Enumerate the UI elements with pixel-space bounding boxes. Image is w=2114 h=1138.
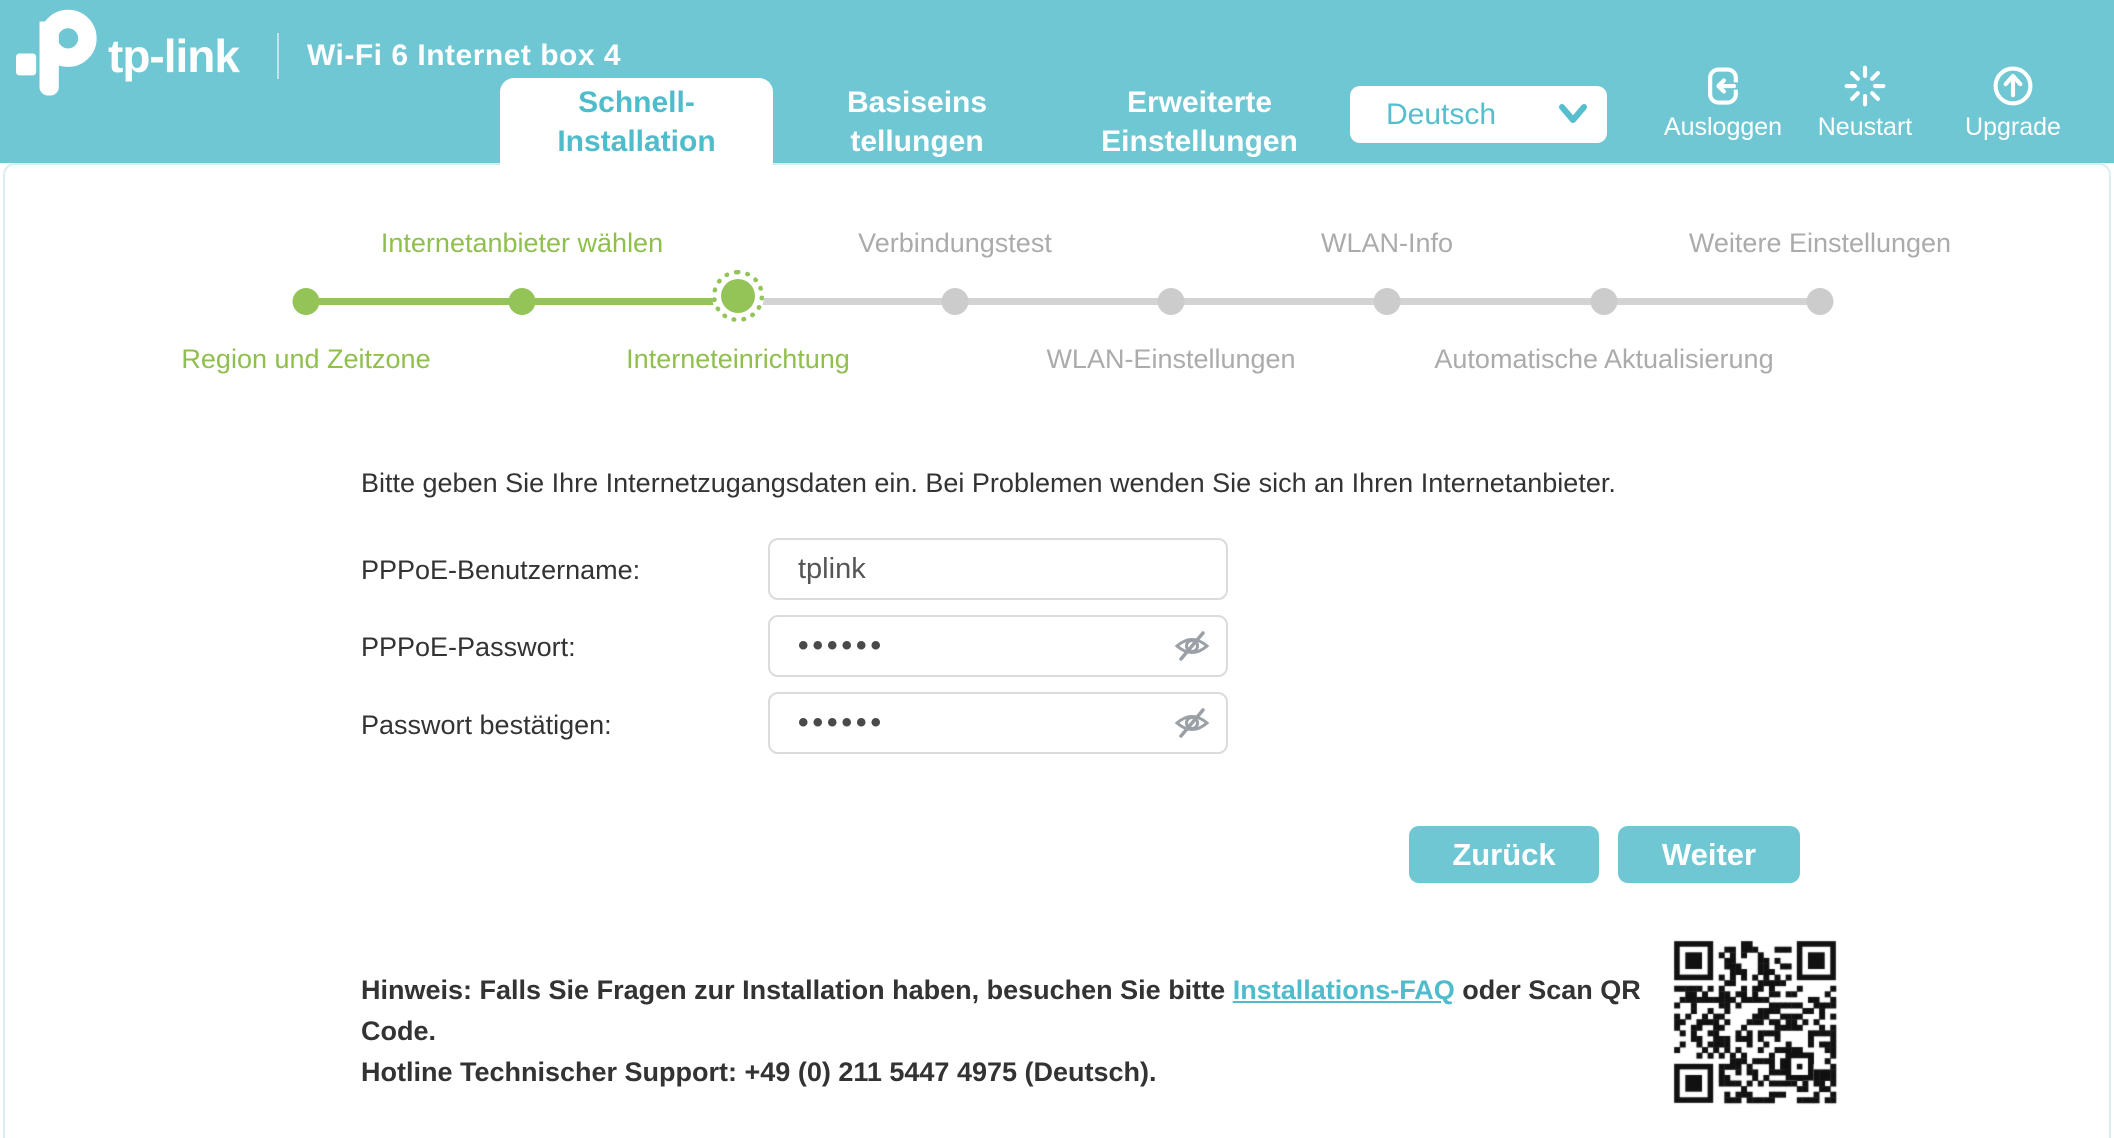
footer-hint — [361, 970, 1671, 1093]
setup-progress-stepper — [0, 0, 2114, 420]
step-label-wlan-info: WLAN-Info — [1320, 228, 1454, 258]
step-label-verbindungstest: Verbindungstest — [858, 228, 1052, 258]
step-dot-auto-aktualisierung — [1591, 288, 1618, 315]
confirm-password-label: Passwort bestätigen: — [361, 710, 612, 740]
toggle-confirm-password-visibility-icon[interactable] — [1174, 705, 1210, 741]
pppoe-username-input[interactable] — [768, 538, 1228, 600]
step-label-wlan-einstellungen: WLAN-Einstellungen — [1046, 344, 1296, 374]
hint-prefix: Hinweis: Falls Sie Fragen zur Installation haben, besuchen Sie bitte — [361, 975, 1233, 1005]
tab-basic-settings-label-line2: tellungen — [850, 125, 984, 158]
step-dot-wlan-einstellungen — [1158, 288, 1185, 315]
step-label-interneteinrichtung: Interneteinrichtung — [626, 344, 850, 374]
tab-basic-settings-label-line1: Basiseins — [846, 86, 988, 119]
form-instruction: Bitte geben Sie Ihre Internetzugangsdaten ein. Bei Problemen wenden Sie sich an Ihren Internetanbieter. — [361, 468, 1616, 498]
tab-advanced-settings-label-line1: Erweiterte — [1126, 86, 1273, 119]
logout-label: Ausloggen — [1663, 113, 1783, 141]
step-label-internetanbieter: Internetanbieter wählen — [380, 228, 664, 258]
installations-faq-link[interactable]: Installations-FAQ — [1232, 975, 1455, 1005]
restart-label: Neustart — [1817, 113, 1913, 141]
pppoe-password-label: PPPoE-Passwort: — [361, 632, 576, 662]
tab-quick-setup[interactable] — [500, 78, 773, 166]
device-title: Wi-Fi 6 Internet box 4 — [306, 39, 622, 72]
back-button[interactable]: Zurück — [1409, 826, 1599, 883]
step-dot-internetanbieter — [509, 288, 536, 315]
pppoe-password-input[interactable] — [768, 615, 1228, 677]
confirm-password-input[interactable] — [768, 692, 1228, 754]
support-qr-code — [1663, 930, 1847, 1114]
step-label-auto-aktualisierung: Automatische Aktualisierung — [1434, 344, 1774, 374]
step-dot-region-zeitzone — [293, 288, 320, 315]
tab-quick-setup-label-line2: Installation — [557, 125, 716, 158]
step-label-weitere-einstellungen: Weitere Einstellungen — [1688, 228, 1952, 258]
language-dropdown-value: Deutsch — [1386, 97, 1497, 131]
upgrade-label: Upgrade — [1965, 113, 2061, 141]
hotline-text: Hotline Technischer Support: +49 (0) 211 5447 4975 (Deutsch). — [361, 1057, 1157, 1087]
brand-name: tp-link — [108, 30, 239, 82]
step-label-region-zeitzone: Region und Zeitzone — [181, 344, 431, 374]
hint-suffix: oder Scan QR Code. — [361, 975, 1641, 1046]
tab-quick-setup-label-line1: Schnell- — [578, 86, 695, 119]
step-dot-wlan-info — [1374, 288, 1401, 315]
step-dot-verbindungstest — [942, 288, 969, 315]
toggle-password-visibility-icon[interactable] — [1174, 628, 1210, 664]
next-button[interactable]: Weiter — [1618, 826, 1800, 883]
pppoe-username-label: PPPoE-Benutzername: — [361, 555, 641, 585]
step-dot-interneteinrichtung-current — [712, 270, 764, 322]
step-dot-weitere-einstellungen — [1807, 288, 1834, 315]
tab-advanced-settings-label-line2: Einstellungen — [1101, 125, 1298, 158]
